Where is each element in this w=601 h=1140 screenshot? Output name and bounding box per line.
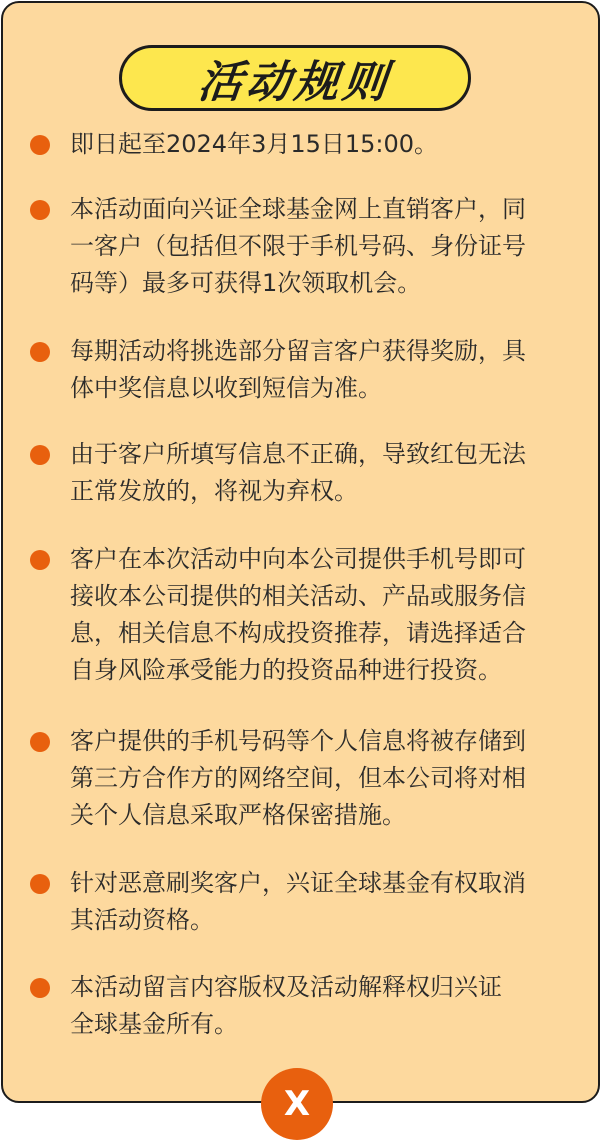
rule-text-line: 针对恶意刷奖客户，兴证全球基金有权取消 bbox=[70, 869, 526, 897]
bullet-dot-icon bbox=[30, 874, 50, 894]
rule-text-line: 客户提供的手机号码等个人信息将被存储到 bbox=[70, 727, 526, 755]
close-icon: X bbox=[283, 1084, 311, 1124]
rule-text-line: 体中奖信息以收到短信为准。 bbox=[70, 374, 382, 402]
bullet-dot-icon bbox=[30, 200, 50, 220]
bullet-dot-icon bbox=[30, 732, 50, 752]
bullet-dot-icon bbox=[30, 978, 50, 998]
bullet-dot-icon bbox=[30, 342, 50, 362]
rule-text-line: 息，相关信息不构成投资推荐，请选择适合 bbox=[70, 619, 526, 647]
close-button[interactable] bbox=[261, 1068, 333, 1140]
rule-text-line: 自身风险承受能力的投资品种进行投资。 bbox=[70, 656, 502, 684]
rule-text-line: 客户在本次活动中向本公司提供手机号即可 bbox=[70, 545, 526, 573]
rule-text-line: 即日起至2024年3月15日15:00。 bbox=[70, 130, 439, 158]
bullet-dot-icon bbox=[30, 550, 50, 570]
bullet-dot-icon bbox=[30, 135, 50, 155]
rule-text-line: 本活动面向兴证全球基金网上直销客户，同 bbox=[70, 195, 526, 223]
rule-text-line: 由于客户所填写信息不正确，导致红包无法 bbox=[70, 440, 526, 468]
page-title: 活动规则 bbox=[195, 57, 394, 108]
rule-text-line: 码等）最多可获得1次领取机会。 bbox=[70, 269, 422, 297]
rule-text-line: 正常发放的，将视为弃权。 bbox=[70, 477, 358, 505]
title-banner bbox=[119, 45, 471, 111]
rule-text-line: 其活动资格。 bbox=[70, 906, 214, 934]
bullet-dot-icon bbox=[30, 445, 50, 465]
rule-text-line: 接收本公司提供的相关活动、产品或服务信 bbox=[70, 582, 526, 610]
rule-text-line: 关个人信息采取严格保密措施。 bbox=[70, 801, 406, 829]
rule-text-line: 第三方合作方的网络空间，但本公司将对相 bbox=[70, 764, 526, 792]
rule-text-line: 全球基金所有。 bbox=[70, 1010, 238, 1038]
rule-text-line: 每期活动将挑选部分留言客户获得奖励，具 bbox=[70, 337, 526, 365]
rule-text-line: 本活动留言内容版权及活动解释权归兴证 bbox=[70, 973, 502, 1001]
rule-text-line: 一客户（包括但不限于手机号码、身份证号 bbox=[70, 232, 526, 260]
